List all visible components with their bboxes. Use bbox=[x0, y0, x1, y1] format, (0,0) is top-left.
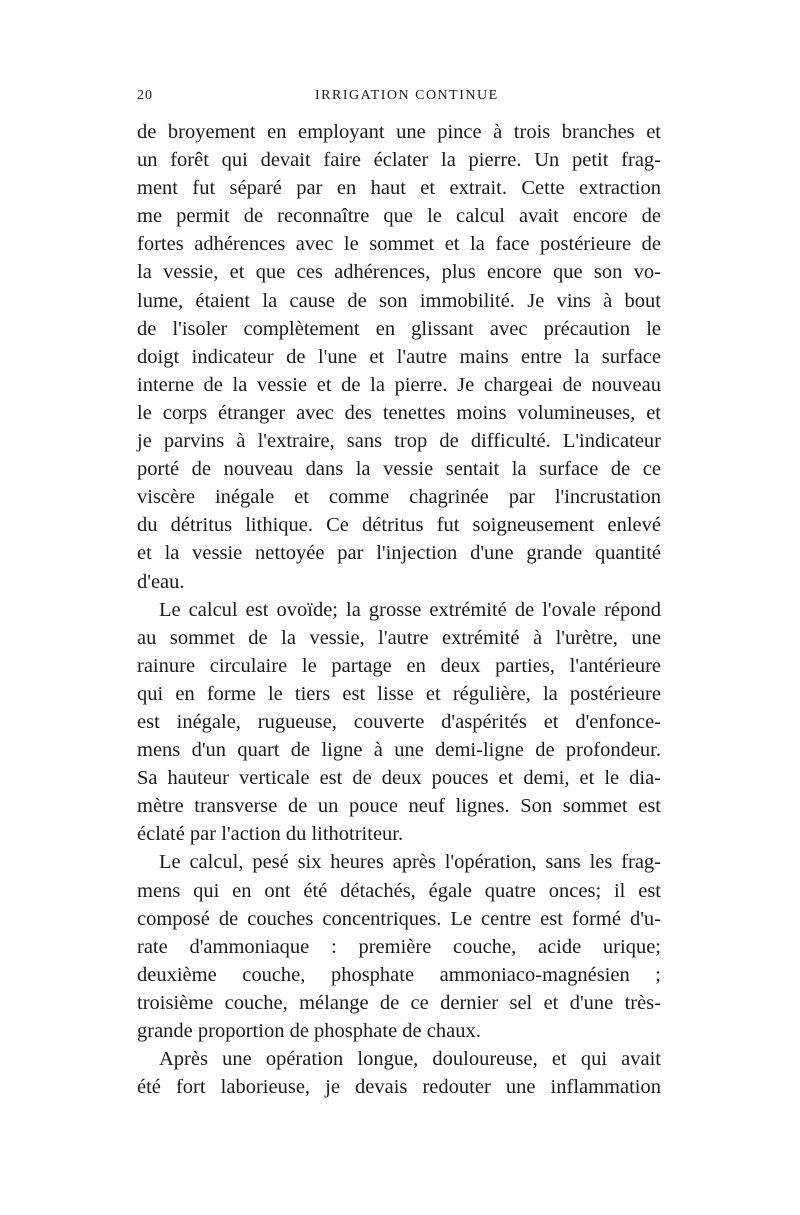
text-line: mètre transverse de un pouce neuf lignes. Son sommet est bbox=[137, 795, 661, 818]
text-line: je parvins à l'extraire, sans trop de difficulté. L'indicateur bbox=[137, 430, 661, 453]
paragraph bbox=[137, 1045, 661, 1101]
text-line: un forêt qui devait faire éclater la pierre. Un petit frag- bbox=[137, 149, 661, 172]
text-line: Après une opération longue, douloureuse, et qui avait bbox=[159, 1048, 661, 1071]
text-line: me permit de reconnaître que le calcul avait encore de bbox=[137, 205, 661, 228]
text-line: composé de couches concentriques. Le centre est formé d'u- bbox=[137, 907, 661, 930]
text-line: d'eau. bbox=[137, 570, 185, 593]
text-line: mens qui en ont été détachés, égale quatre onces; il est bbox=[137, 879, 661, 902]
text-line: troisième couche, mélange de ce dernier sel et d'une très- bbox=[137, 991, 661, 1014]
text-line: est inégale, rugueuse, couverte d'aspérités et d'enfonce- bbox=[137, 710, 661, 733]
paragraph bbox=[137, 596, 661, 849]
running-head bbox=[137, 88, 657, 112]
paragraph bbox=[137, 848, 661, 1045]
body-text bbox=[137, 118, 661, 1101]
text-line: éclaté par l'action du lithotriteur. bbox=[137, 823, 404, 846]
text-line: Sa hauteur verticale est de deux pouces et demi, et le dia- bbox=[137, 767, 661, 790]
text-line: Le calcul est ovoïde; la grosse extrémité de l'ovale répond bbox=[159, 598, 661, 621]
text-line: et la vessie nettoyée par l'injection d'une grande quantité bbox=[137, 542, 661, 565]
paragraph bbox=[137, 118, 661, 596]
text-line: grande proportion de phosphate de chaux. bbox=[137, 1020, 481, 1042]
text-line: rainure circulaire le partage en deux parties, l'antérieure bbox=[137, 654, 661, 677]
text-line: lume, étaient la cause de son immobilité. Je vins à bout bbox=[137, 289, 661, 312]
text-line: de broyement en employant une pince à trois branches et bbox=[137, 121, 661, 143]
text-line: rate d'ammoniaque : première couche, acide urique; bbox=[137, 935, 661, 958]
text-line: doigt indicateur de l'une et l'autre mains entre la surface bbox=[137, 345, 661, 368]
text-line: le corps étranger avec des tenettes moins volumineuses, et bbox=[137, 401, 661, 424]
text-line: la vessie, et que ces adhérences, plus encore que son vo- bbox=[137, 261, 661, 284]
running-title: IRRIGATION CONTINUE bbox=[315, 88, 499, 103]
text-line: viscère inégale et comme chagrinée par l'incrustation bbox=[137, 486, 661, 509]
text-line: mens d'un quart de ligne à une demi-ligne de profondeur. bbox=[137, 739, 661, 762]
text-line: qui en forme le tiers est lisse et régulière, la postérieure bbox=[137, 682, 661, 705]
text-line: Le calcul, pesé six heures après l'opération, sans les frag- bbox=[159, 851, 661, 874]
text-line: porté de nouveau dans la vessie sentait la surface de ce bbox=[137, 458, 661, 481]
text-line: de l'isoler complètement en glissant avec précaution le bbox=[137, 317, 661, 340]
text-line: interne de la vessie et de la pierre. Je chargeai de nouveau bbox=[137, 373, 661, 396]
text-line: ment fut séparé par en haut et extrait. Cette extraction bbox=[137, 177, 661, 200]
text-line: du détritus lithique. Ce détritus fut soigneusement enlevé bbox=[137, 514, 661, 537]
text-line: deuxième couche, phosphate ammoniaco-magnésien ; bbox=[137, 963, 661, 986]
text-line: fortes adhérences avec le sommet et la face postérieure de bbox=[137, 233, 661, 256]
text-line: été fort laborieuse, je devais redouter une inflammation bbox=[137, 1076, 661, 1099]
page-number: 20 bbox=[137, 88, 153, 103]
text-line: au sommet de la vessie, l'autre extrémité à l'urètre, une bbox=[137, 626, 661, 649]
